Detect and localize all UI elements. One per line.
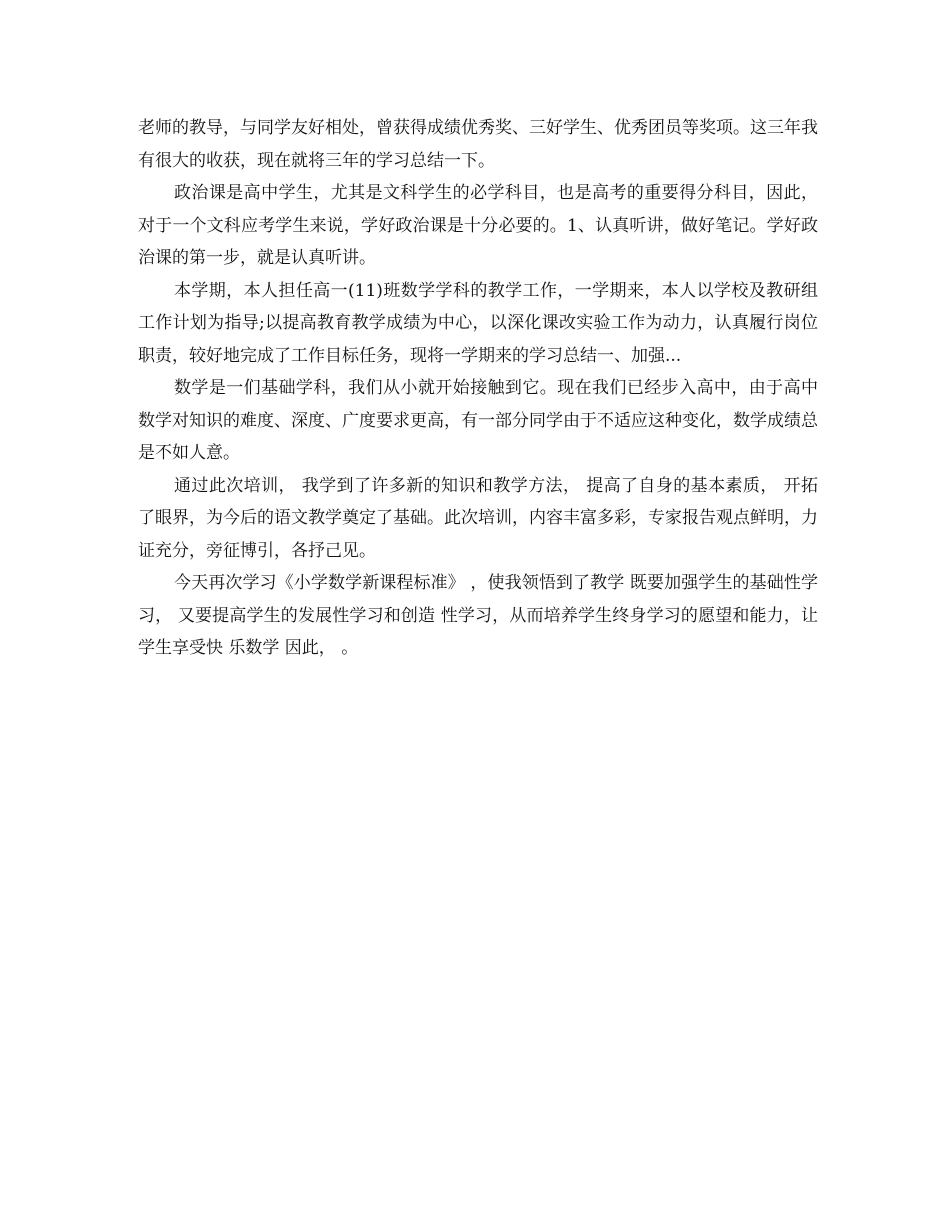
paragraph: 老师的教导，与同学友好相处，曾获得成绩优秀奖、三好学生、优秀团员等奖项。这三年我有很大的收获，现在就将三年的学习总结一下。	[138, 118, 818, 171]
paragraph: 政治课是高中学生，尤其是文科学生的必学科目，也是高考的重要得分科目，因此，对于一个文科应考学生来说，学好政治课是十分必要的。1、认真听讲，做好笔记。学好政治课的第一步，就是认真听讲。	[138, 183, 818, 268]
paragraph: 本学期，本人担任高一(11)班数学学科的教学工作，一学期来，本人以学校及教研组工作计划为指导;以提高教育教学成绩为中心，以深化课改实验工作为动力，认真履行岗位职责，较好地完成了工作目标任务，现将一学期来的学习总结一、加强...	[138, 280, 818, 366]
paragraph: 今天再次学习《小学数学新课程标准》 ，使我领悟到了教学 既要加强学生的基础性学习， 又要提高学生的发展性学习和创造 性学习，从而培养学生终身学习的愿望和能力，让学生享受快 乐数学 因此， 。	[138, 573, 818, 658]
paragraph: 通过此次培训， 我学到了许多新的知识和教学方法， 提高了自身的基本素质， 开拓了眼界，为今后的语文教学奠定了基础。此次培训，内容丰富多彩，专家报告观点鲜明，力证充分，旁征博引，各抒己见。	[138, 475, 818, 561]
document-body	[138, 112, 818, 665]
paragraph: 数学是一们基础学科，我们从小就开始接触到它。现在我们已经步入高中，由于高中数学对知识的难度、深度、广度要求更高，有一部分同学由于不适应这种变化，数学成绩总是不如人意。	[138, 378, 818, 463]
